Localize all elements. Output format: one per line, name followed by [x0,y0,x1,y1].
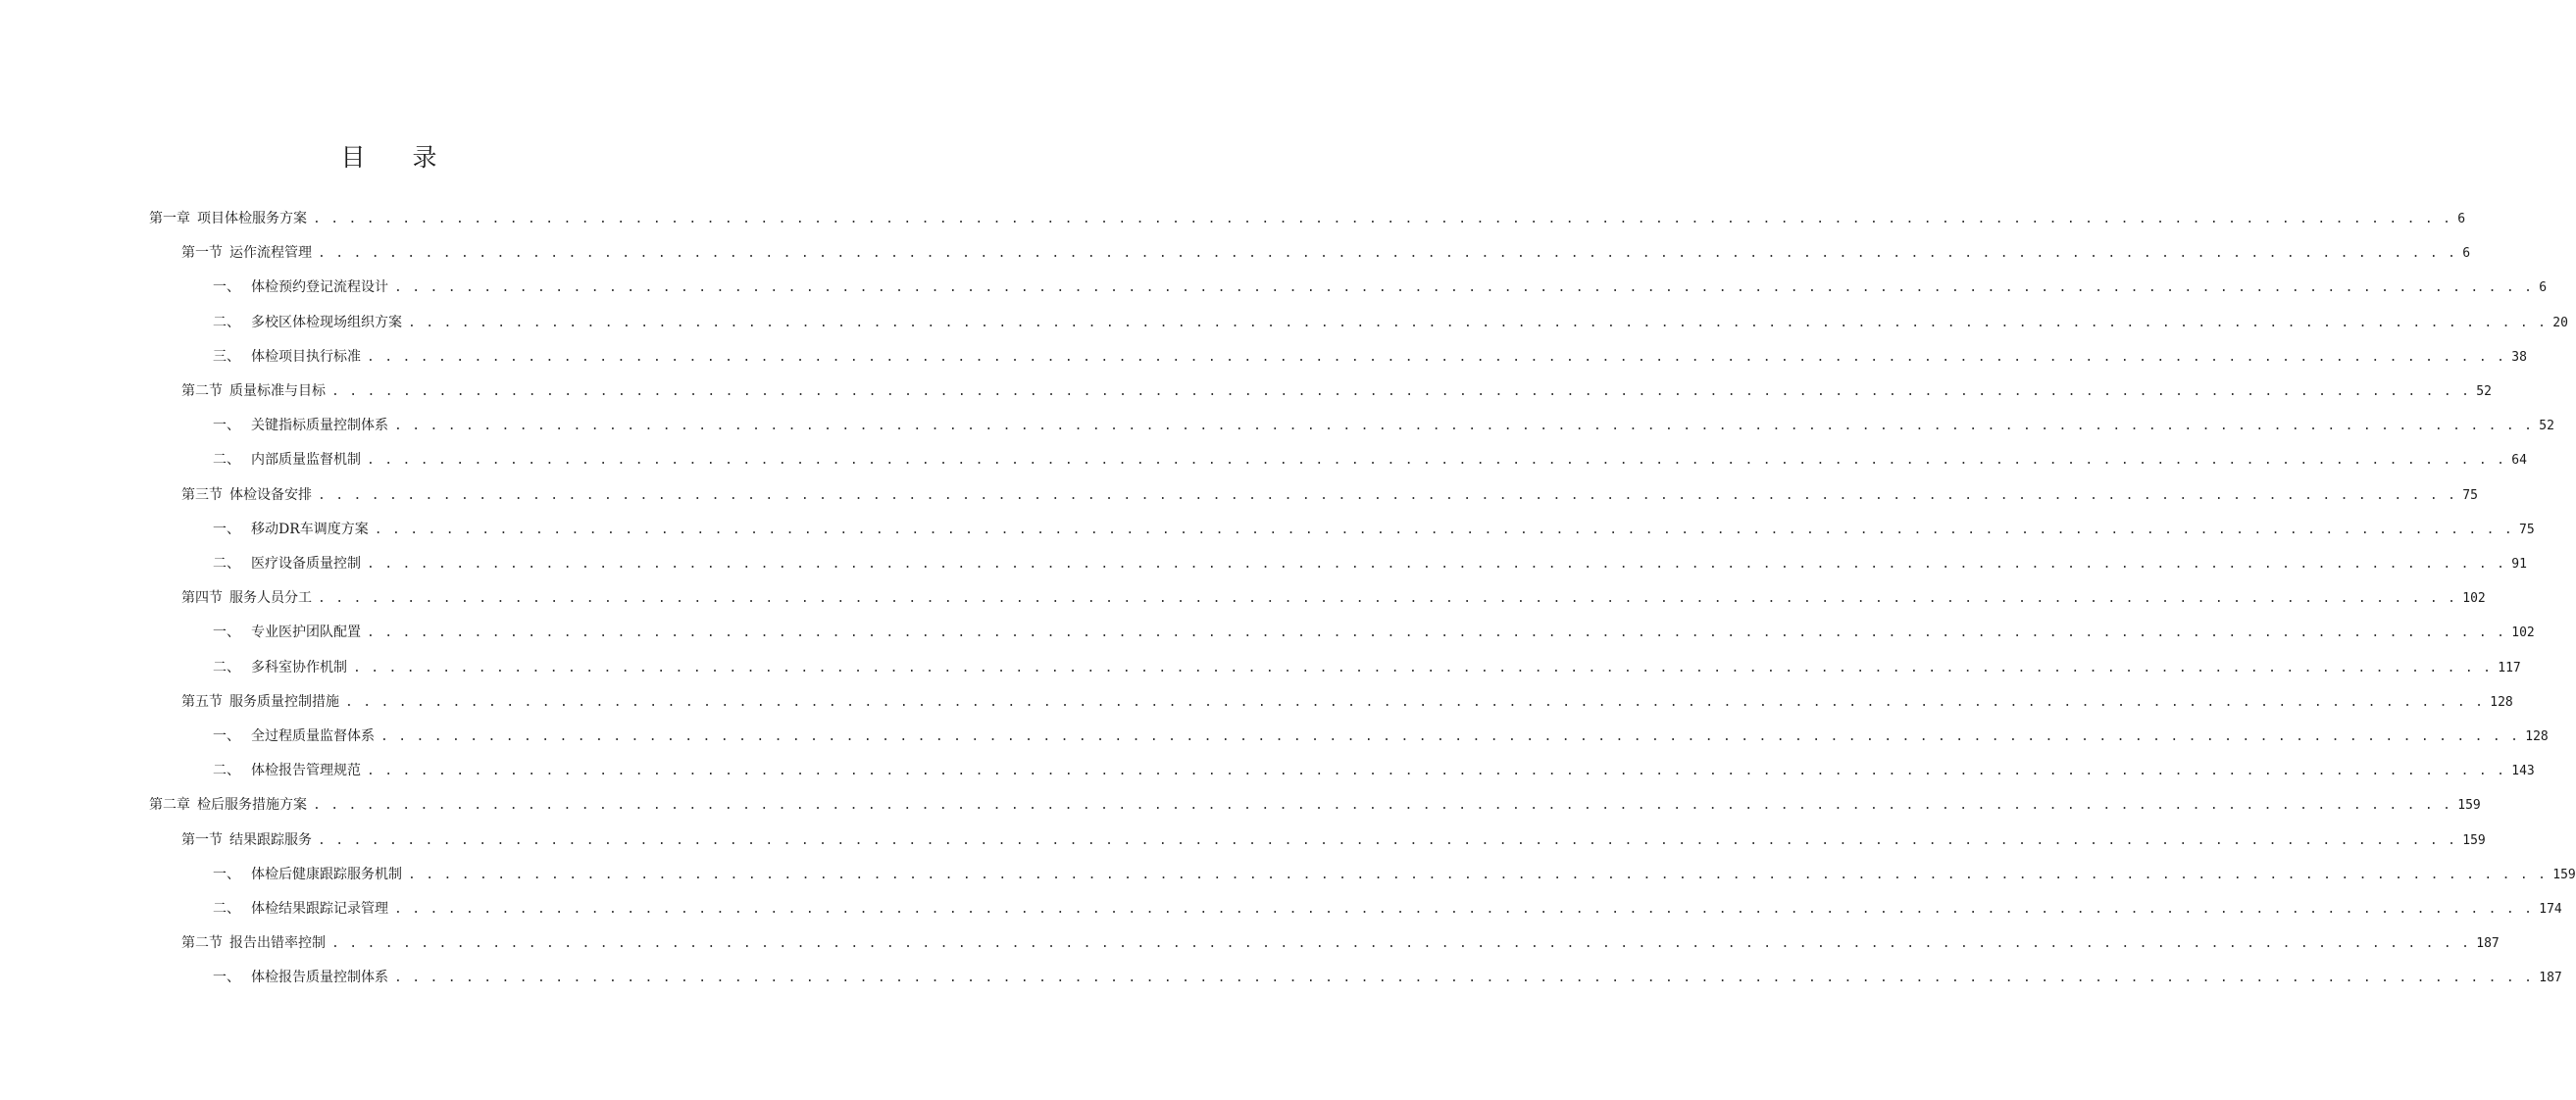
toc-entry-page-number: 6 [2457,212,2466,226]
toc-entry-page-number: 102 [2511,625,2535,641]
toc-dot-leader: . . . . . . . . . . . . . . . . . . . . . . . . . . . . . . . . . . . . . . . . . . . . . . . . . . . . . . . . . . . . . . . . . . . . . . . . . . . . . . . . . . . . . . . . . . . . . . . . . . . . . . . . . . . . . . . . . . . . . . . . [318,487,2457,503]
toc-entry[interactable] [181,375,2492,409]
toc-entry-title: 服务人员分工 [229,590,312,607]
toc-dot-leader: . . . . . . . . . . . . . . . . . . . . . . . . . . . . . . . . . . . . . . . . . . . . . . . . . . . . . . . . . . . . . . . . . . . . . . . . . . . . . . . . . . . . . . . . . . . . . . . . . . . . . . . . . . . . . . . . . . . . . . . . [394,902,2534,917]
toc-entry-page-number: 6 [2462,246,2471,262]
toc-dot-leader: . . . . . . . . . . . . . . . . . . . . . . . . . . . . . . . . . . . . . . . . . . . . . . . . . . . . . . . . . . . . . . . . . . . . . . . . . . . . . . . . . . . . . . . . . . . . . . . . . . . . . . . . . . . . . . . . . . . . . . . . [408,867,2548,882]
toc-entry-page-number: 91 [2511,557,2527,572]
toc-dot-leader: . . . . . . . . . . . . . . . . . . . . . . . . . . . . . . . . . . . . . . . . . . . . . . . . . . . . . . . . . . . . . . . . . . . . . . . . . . . . . . . . . . . . . . . . . . . . . . . . . . . . . . . . . . . . . . . . . . . . . . . . [367,349,2506,365]
toc-entry-title: 服务质量控制措施 [229,693,339,710]
toc-entry[interactable] [213,651,2521,685]
toc-entry-page-number: 128 [2525,729,2549,744]
toc-entry-title: 报告出错率控制 [229,935,326,952]
toc-entry-title: 质量标准与目标 [229,383,326,399]
toc-entry-number: 二、 [213,314,240,330]
toc-entry[interactable] [181,685,2513,720]
toc-entry-page-number: 20 [2552,315,2568,330]
toc-entry[interactable] [181,581,2486,616]
toc-entry[interactable] [213,961,2562,995]
toc-entry-number: 第三节 [181,486,223,503]
toc-entry-title: 多校区体检现场组织方案 [251,314,402,330]
toc-dot-leader: . . . . . . . . . . . . . . . . . . . . . . . . . . . . . . . . . . . . . . . . . . . . . . . . . . . . . . . . . . . . . . . . . . . . . . . . . . . . . . . . . . . . . . . . . . . . . . . . . . . . . . . . . . . . . . . . . . . . . . . . [318,591,2457,607]
toc-entry[interactable] [181,236,2471,271]
toc-entry[interactable] [213,616,2535,650]
toc-entry-title: 内部质量监督机制 [251,452,361,469]
toc-entry[interactable] [213,858,2576,892]
toc-entry[interactable] [181,478,2478,513]
toc-entry-number: 第五节 [181,693,223,710]
toc-dot-leader: . . . . . . . . . . . . . . . . . . . . . . . . . . . . . . . . . . . . . . . . . . . . . . . . . . . . . . . . . . . . . . . . . . . . . . . . . . . . . . . . . . . . . . . . . . . . . . . . . . . . . . . . . . . . . . . . . . . . . . . . [313,798,2452,814]
toc-entry-number: 二、 [213,452,240,469]
toc-entry-page-number: 102 [2462,591,2486,607]
toc-dot-leader: . . . . . . . . . . . . . . . . . . . . . . . . . . . . . . . . . . . . . . . . . . . . . . . . . . . . . . . . . . . . . . . . . . . . . . . . . . . . . . . . . . . . . . . . . . . . . . . . . . . . . . . . . . . . . . . . . . . . . . . . [394,971,2534,986]
toc-entry-title: 多科室协作机制 [251,659,347,675]
toc-entry-number: 第一节 [181,245,223,262]
toc-entry-title: 项目体检服务方案 [197,211,307,226]
toc-entry[interactable] [213,754,2535,788]
toc-entry-page-number: 187 [2539,971,2562,986]
toc-entry[interactable] [213,892,2562,926]
toc-entry-title: 全过程质量监督体系 [251,728,375,744]
toc-dot-leader: . . . . . . . . . . . . . . . . . . . . . . . . . . . . . . . . . . . . . . . . . . . . . . . . . . . . . . . . . . . . . . . . . . . . . . . . . . . . . . . . . . . . . . . . . . . . . . . . . . . . . . . . . . . . . . . . . . . . . . . . [380,729,2520,744]
toc-entry-page-number: 143 [2511,764,2535,779]
toc-dot-leader: . . . . . . . . . . . . . . . . . . . . . . . . . . . . . . . . . . . . . . . . . . . . . . . . . . . . . . . . . . . . . . . . . . . . . . . . . . . . . . . . . . . . . . . . . . . . . . . . . . . . . . . . . . . . . . . . . . . . . . . . [331,384,2471,399]
toc-entry-number: 一、 [213,521,240,537]
toc-entry[interactable] [149,202,2466,236]
toc-entry-number: 第一章 [149,211,190,226]
toc-entry-title: 医疗设备质量控制 [251,556,361,572]
toc-entry-number: 第四节 [181,590,223,607]
toc-entry-number: 一、 [213,625,240,641]
toc-entry-number: 一、 [213,418,240,434]
toc-entry-page-number: 64 [2511,453,2527,469]
toc-entry-title: 体检报告质量控制体系 [251,970,388,986]
toc-entry-page-number: 159 [2462,832,2486,848]
toc-entry-number: 二、 [213,556,240,572]
toc-entry-title: 检后服务措施方案 [197,797,307,814]
toc-entry-page-number: 174 [2539,902,2562,917]
toc-entry-page-number: 38 [2511,349,2527,365]
toc-entry-page-number: 159 [2457,798,2481,814]
toc-dot-leader: . . . . . . . . . . . . . . . . . . . . . . . . . . . . . . . . . . . . . . . . . . . . . . . . . . . . . . . . . . . . . . . . . . . . . . . . . . . . . . . . . . . . . . . . . . . . . . . . . . . . . . . . . . . . . . . . . . . . . . . . [367,453,2506,469]
toc-entry-number: 第一节 [181,831,223,848]
toc-entry-title: 体检后健康跟踪服务机制 [251,866,402,882]
toc-dot-leader: . . . . . . . . . . . . . . . . . . . . . . . . . . . . . . . . . . . . . . . . . . . . . . . . . . . . . . . . . . . . . . . . . . . . . . . . . . . . . . . . . . . . . . . . . . . . . . . . . . . . . . . . . . . . . . . . . . . . . . . . [353,660,2493,675]
toc-entry[interactable] [213,306,2568,340]
toc-entry-number: 二、 [213,763,240,779]
toc-dot-leader: . . . . . . . . . . . . . . . . . . . . . . . . . . . . . . . . . . . . . . . . . . . . . . . . . . . . . . . . . . . . . . . . . . . . . . . . . . . . . . . . . . . . . . . . . . . . . . . . . . . . . . . . . . . . . . . . . . . . . . . . [345,694,2485,710]
toc-entry-number: 三、 [213,348,240,365]
toc-entry-number: 一、 [213,866,240,882]
toc-entry[interactable] [149,788,2481,823]
toc-entry[interactable] [213,271,2548,305]
toc-entry-number: 一、 [213,279,240,296]
toc-entry-page-number: 75 [2519,522,2535,537]
toc-entry-page-number: 52 [2539,419,2554,434]
toc-entry-title: 专业医护团队配置 [251,625,361,641]
toc-entry-number: 第二节 [181,935,223,952]
toc-entry-number: 二、 [213,901,240,917]
toc-entry[interactable] [213,443,2527,477]
toc-entry[interactable] [213,547,2527,581]
toc-dot-leader: . . . . . . . . . . . . . . . . . . . . . . . . . . . . . . . . . . . . . . . . . . . . . . . . . . . . . . . . . . . . . . . . . . . . . . . . . . . . . . . . . . . . . . . . . . . . . . . . . . . . . . . . . . . . . . . . . . . . . . . . [331,936,2471,952]
toc-entry[interactable] [181,926,2500,961]
toc-entry-page-number: 6 [2539,280,2548,296]
toc-dot-leader: . . . . . . . . . . . . . . . . . . . . . . . . . . . . . . . . . . . . . . . . . . . . . . . . . . . . . . . . . . . . . . . . . . . . . . . . . . . . . . . . . . . . . . . . . . . . . . . . . . . . . . . . . . . . . . . . . . . . . . . . [367,557,2506,572]
toc-dot-leader: . . . . . . . . . . . . . . . . . . . . . . . . . . . . . . . . . . . . . . . . . . . . . . . . . . . . . . . . . . . . . . . . . . . . . . . . . . . . . . . . . . . . . . . . . . . . . . . . . . . . . . . . . . . . . . . . . . . . . . . . [374,522,2514,537]
toc-dot-leader: . . . . . . . . . . . . . . . . . . . . . . . . . . . . . . . . . . . . . . . . . . . . . . . . . . . . . . . . . . . . . . . . . . . . . . . . . . . . . . . . . . . . . . . . . . . . . . . . . . . . . . . . . . . . . . . . . . . . . . . . [367,625,2506,641]
page-title: 目 录 [340,143,457,172]
toc-dot-leader: . . . . . . . . . . . . . . . . . . . . . . . . . . . . . . . . . . . . . . . . . . . . . . . . . . . . . . . . . . . . . . . . . . . . . . . . . . . . . . . . . . . . . . . . . . . . . . . . . . . . . . . . . . . . . . . . . . . . . . . . [318,832,2457,848]
toc-entry-number: 第二节 [181,383,223,399]
toc-entry[interactable] [213,340,2527,375]
toc-entry-title: 关键指标质量控制体系 [251,418,388,434]
toc-entry-number: 二、 [213,659,240,675]
toc-entry-title: 体检报告管理规范 [251,763,361,779]
toc-entry-title: 体检预约登记流程设计 [251,279,388,296]
toc-dot-leader: . . . . . . . . . . . . . . . . . . . . . . . . . . . . . . . . . . . . . . . . . . . . . . . . . . . . . . . . . . . . . . . . . . . . . . . . . . . . . . . . . . . . . . . . . . . . . . . . . . . . . . . . . . . . . . . . . . . . . . . . [394,280,2534,296]
toc-entry-number: 一、 [213,970,240,986]
toc-entry-page-number: 117 [2498,660,2521,675]
toc-entry[interactable] [213,513,2535,547]
toc-dot-leader: . . . . . . . . . . . . . . . . . . . . . . . . . . . . . . . . . . . . . . . . . . . . . . . . . . . . . . . . . . . . . . . . . . . . . . . . . . . . . . . . . . . . . . . . . . . . . . . . . . . . . . . . . . . . . . . . . . . . . . . . [367,764,2506,779]
toc-entry-number: 一、 [213,728,240,744]
toc-dot-leader: . . . . . . . . . . . . . . . . . . . . . . . . . . . . . . . . . . . . . . . . . . . . . . . . . . . . . . . . . . . . . . . . . . . . . . . . . . . . . . . . . . . . . . . . . . . . . . . . . . . . . . . . . . . . . . . . . . . . . . . . [318,246,2457,262]
toc-entry[interactable] [181,824,2486,858]
toc-dot-leader: . . . . . . . . . . . . . . . . . . . . . . . . . . . . . . . . . . . . . . . . . . . . . . . . . . . . . . . . . . . . . . . . . . . . . . . . . . . . . . . . . . . . . . . . . . . . . . . . . . . . . . . . . . . . . . . . . . . . . . . . [313,212,2452,226]
toc-dot-leader: . . . . . . . . . . . . . . . . . . . . . . . . . . . . . . . . . . . . . . . . . . . . . . . . . . . . . . . . . . . . . . . . . . . . . . . . . . . . . . . . . . . . . . . . . . . . . . . . . . . . . . . . . . . . . . . . . . . . . . . . [394,419,2534,434]
toc-entry-page-number: 75 [2462,487,2478,503]
toc-entry-page-number: 159 [2552,867,2576,882]
toc-entry-title: 结果跟踪服务 [229,831,312,848]
toc-entry-page-number: 187 [2476,936,2500,952]
toc-entry-title: 移动DR车调度方案 [251,521,369,537]
toc-dot-leader: . . . . . . . . . . . . . . . . . . . . . . . . . . . . . . . . . . . . . . . . . . . . . . . . . . . . . . . . . . . . . . . . . . . . . . . . . . . . . . . . . . . . . . . . . . . . . . . . . . . . . . . . . . . . . . . . . . . . . . . . [408,315,2548,330]
toc-entry-title: 体检设备安排 [229,486,312,503]
toc-entry-title: 运作流程管理 [229,245,312,262]
toc-entry-page-number: 52 [2476,384,2492,399]
toc-entry[interactable] [213,720,2549,754]
toc-entry-title: 体检结果跟踪记录管理 [251,901,388,917]
toc-entry-page-number: 128 [2490,694,2513,710]
toc-entry[interactable] [213,409,2554,443]
toc-entry-number: 第二章 [149,797,190,814]
toc-entry-title: 体检项目执行标准 [251,348,361,365]
